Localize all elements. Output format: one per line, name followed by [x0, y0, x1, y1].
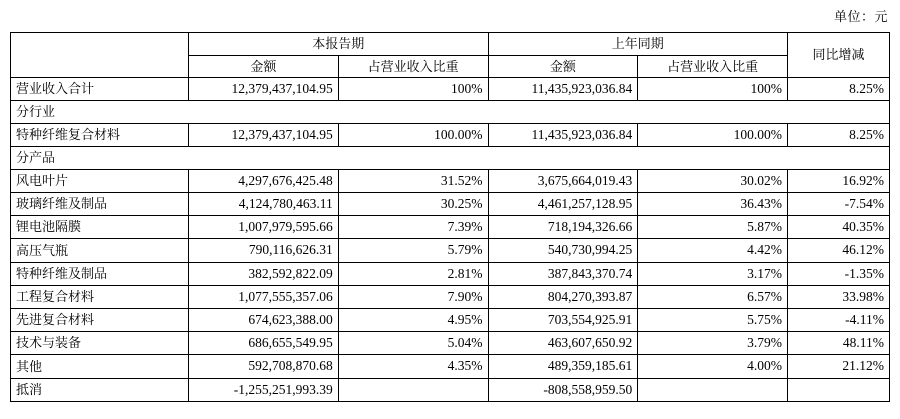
- row-label: 锂电池隔膜: [11, 216, 189, 239]
- yoy-change: 21.12%: [788, 355, 890, 378]
- prior-ratio: 5.75%: [638, 308, 788, 331]
- row-label: 风电叶片: [11, 169, 189, 192]
- yoy-change: 16.92%: [788, 169, 890, 192]
- prior-ratio: 100.00%: [638, 123, 788, 146]
- prior-amount: 540,730,994.25: [488, 239, 638, 262]
- prior-amount: 718,194,326.66: [488, 216, 638, 239]
- row-label: 特种纤维及制品: [11, 262, 189, 285]
- header-yoy-change: 同比增减: [788, 33, 890, 78]
- current-ratio: [338, 378, 488, 401]
- unit-note: 单位：元: [833, 9, 888, 24]
- header-current-period: 本报告期: [189, 33, 489, 56]
- yoy-change: 8.25%: [788, 123, 890, 146]
- current-amount: 1,007,979,595.66: [189, 216, 339, 239]
- header-prior-amount: 金额: [488, 55, 638, 78]
- prior-amount: 463,607,650.92: [488, 332, 638, 355]
- table-row: [11, 378, 890, 401]
- table-row: [11, 262, 890, 285]
- current-ratio: 4.95%: [338, 308, 488, 331]
- table-header: [11, 33, 890, 78]
- header-row-groups: [11, 33, 890, 56]
- current-ratio: 7.39%: [338, 216, 488, 239]
- prior-ratio: 6.57%: [638, 285, 788, 308]
- section-label: 分产品: [11, 147, 890, 170]
- header-prior-ratio: 占营业收入比重: [638, 55, 788, 78]
- row-label: 高压气瓶: [11, 239, 189, 262]
- table-row: [11, 239, 890, 262]
- prior-amount: 11,435,923,036.84: [488, 123, 638, 146]
- table-row: [11, 355, 890, 378]
- revenue-breakdown-table: [10, 32, 890, 402]
- row-label: 玻璃纤维及制品: [11, 192, 189, 215]
- yoy-change: -7.54%: [788, 192, 890, 215]
- table-row: [11, 192, 890, 215]
- row-label: 先进复合材料: [11, 308, 189, 331]
- current-amount: -1,255,251,993.39: [189, 378, 339, 401]
- header-current-ratio: 占营业收入比重: [338, 55, 488, 78]
- row-label: 特种纤维复合材料: [11, 123, 189, 146]
- prior-ratio: 4.00%: [638, 355, 788, 378]
- table-row: [11, 101, 890, 124]
- current-ratio: 4.35%: [338, 355, 488, 378]
- prior-ratio: 3.17%: [638, 262, 788, 285]
- current-amount: 1,077,555,357.06: [189, 285, 339, 308]
- prior-amount: 489,359,185.61: [488, 355, 638, 378]
- prior-amount: 4,461,257,128.95: [488, 192, 638, 215]
- yoy-change: [788, 378, 890, 401]
- section-label: 分行业: [11, 101, 890, 124]
- prior-amount: -808,558,959.50: [488, 378, 638, 401]
- table-row: [11, 147, 890, 170]
- prior-ratio: 5.87%: [638, 216, 788, 239]
- current-ratio: 5.04%: [338, 332, 488, 355]
- current-amount: 592,708,870.68: [189, 355, 339, 378]
- prior-ratio: 100%: [638, 78, 788, 101]
- prior-amount: 804,270,393.87: [488, 285, 638, 308]
- row-label: 技术与装备: [11, 332, 189, 355]
- table-row: [11, 332, 890, 355]
- prior-amount: 11,435,923,036.84: [488, 78, 638, 101]
- row-label: 抵消: [11, 378, 189, 401]
- row-label: 其他: [11, 355, 189, 378]
- prior-ratio: [638, 378, 788, 401]
- yoy-change: 33.98%: [788, 285, 890, 308]
- current-ratio: 31.52%: [338, 169, 488, 192]
- yoy-change: 46.12%: [788, 239, 890, 262]
- table-row: [11, 216, 890, 239]
- prior-amount: 3,675,664,019.43: [488, 169, 638, 192]
- yoy-change: 48.11%: [788, 332, 890, 355]
- current-amount: 382,592,822.09: [189, 262, 339, 285]
- prior-amount: 703,554,925.91: [488, 308, 638, 331]
- table-row: [11, 78, 890, 101]
- prior-ratio: 36.43%: [638, 192, 788, 215]
- header-corner: [11, 33, 189, 78]
- yoy-change: -4.11%: [788, 308, 890, 331]
- row-label: 工程复合材料: [11, 285, 189, 308]
- current-ratio: 100.00%: [338, 123, 488, 146]
- prior-ratio: 4.42%: [638, 239, 788, 262]
- current-amount: 12,379,437,104.95: [189, 123, 339, 146]
- current-amount: 686,655,549.95: [189, 332, 339, 355]
- yoy-change: -1.35%: [788, 262, 890, 285]
- prior-amount: 387,843,370.74: [488, 262, 638, 285]
- current-amount: 674,623,388.00: [189, 308, 339, 331]
- table-row: [11, 285, 890, 308]
- table-row: [11, 308, 890, 331]
- row-label: 营业收入合计: [11, 78, 189, 101]
- current-amount: 790,116,626.31: [189, 239, 339, 262]
- yoy-change: 40.35%: [788, 216, 890, 239]
- yoy-change: 8.25%: [788, 78, 890, 101]
- table-row: [11, 123, 890, 146]
- current-ratio: 30.25%: [338, 192, 488, 215]
- current-ratio: 7.90%: [338, 285, 488, 308]
- table-body: [11, 78, 890, 402]
- current-amount: 12,379,437,104.95: [189, 78, 339, 101]
- current-amount: 4,297,676,425.48: [189, 169, 339, 192]
- header-current-amount: 金额: [189, 55, 339, 78]
- current-ratio: 100%: [338, 78, 488, 101]
- current-ratio: 5.79%: [338, 239, 488, 262]
- prior-ratio: 30.02%: [638, 169, 788, 192]
- current-amount: 4,124,780,463.11: [189, 192, 339, 215]
- current-ratio: 2.81%: [338, 262, 488, 285]
- header-prior-period: 上年同期: [488, 33, 788, 56]
- table-row: [11, 169, 890, 192]
- prior-ratio: 3.79%: [638, 332, 788, 355]
